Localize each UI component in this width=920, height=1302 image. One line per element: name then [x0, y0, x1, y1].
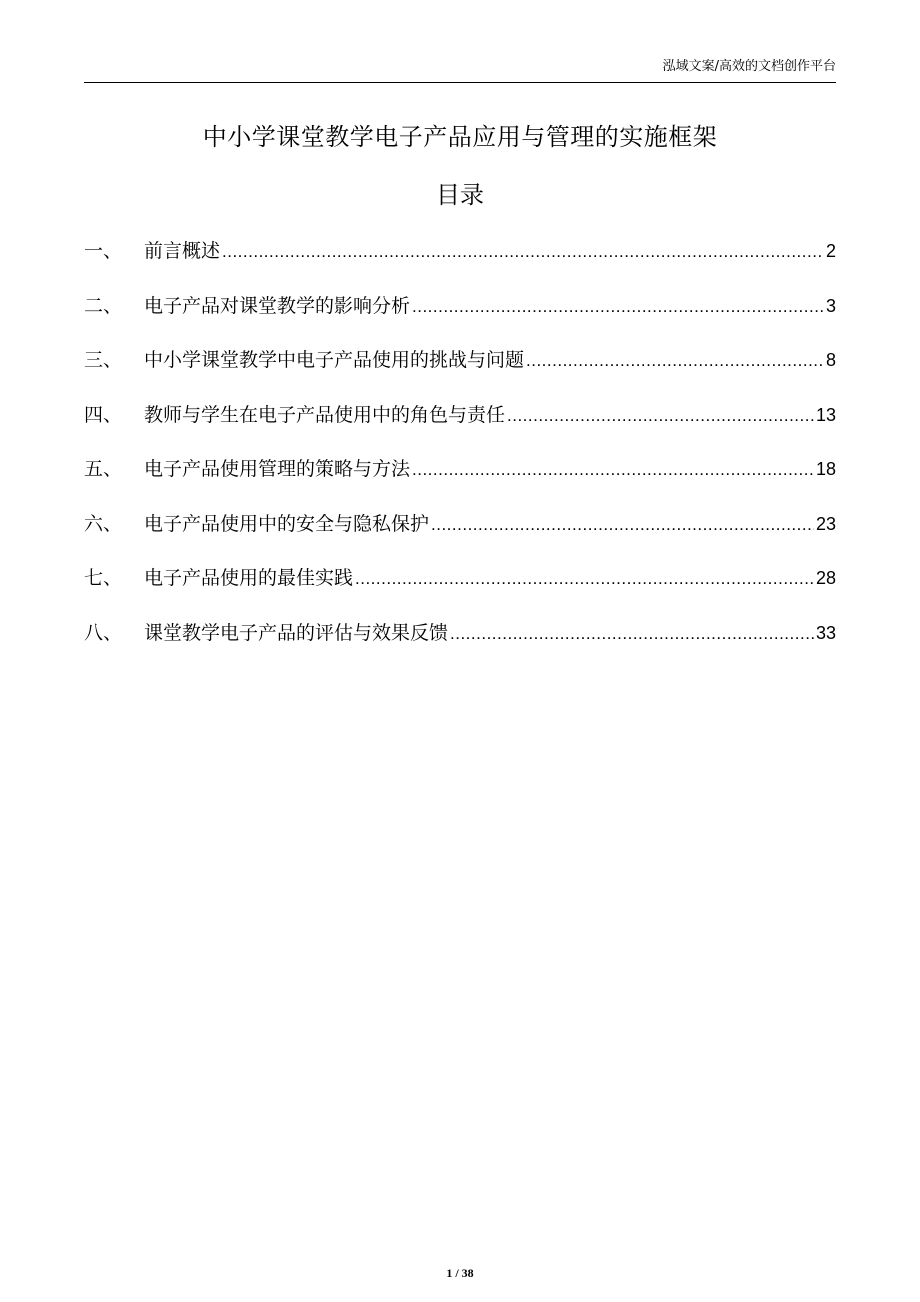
toc-entry-1[interactable] [84, 234, 836, 289]
page-indicator: 1 / 38 [446, 1266, 474, 1280]
toc-entry-7[interactable] [84, 561, 836, 616]
toc-entry-label: 电子产品对课堂教学的影响分析 [144, 294, 411, 317]
toc-entry-8[interactable] [84, 616, 836, 671]
toc-entry-number: 一、 [84, 240, 123, 262]
toc-entry-page: 18 [815, 459, 836, 479]
toc-entry-3[interactable] [84, 343, 836, 398]
toc-entry-page: 2 [825, 241, 836, 261]
toc-entry-number: 六、 [84, 512, 123, 535]
toc-entry-4[interactable] [84, 398, 836, 453]
table-of-contents [84, 234, 836, 670]
toc-entry-page: 28 [815, 568, 836, 588]
toc-entry-number: 五、 [84, 458, 123, 480]
toc-entry-label: 教师与学生在电子产品使用中的角色与责任 [144, 403, 506, 426]
toc-entry-label: 课堂教学电子产品的评估与效果反馈 [144, 621, 449, 644]
toc-title: 目录 [436, 181, 484, 209]
document-title: 中小学课堂教学电子产品应用与管理的实施框架 [202, 123, 718, 151]
toc-entry-number: 八、 [84, 621, 123, 644]
toc-entry-number: 三、 [84, 349, 123, 371]
toc-dot-leader [450, 617, 814, 651]
toc-entry-2[interactable] [84, 289, 836, 344]
toc-entry-page: 3 [825, 295, 836, 316]
toc-entry-label: 电子产品使用的最佳实践 [144, 567, 354, 589]
toc-dot-leader [412, 453, 814, 487]
toc-dot-leader [412, 290, 824, 324]
header-divider [84, 82, 836, 83]
toc-entry-page: 13 [815, 404, 836, 425]
toc-entry-label: 中小学课堂教学中电子产品使用的挑战与问题 [144, 349, 525, 371]
toc-dot-leader [355, 562, 814, 596]
toc-dot-leader [507, 399, 814, 433]
toc-dot-leader [526, 344, 824, 378]
toc-entry-page: 33 [815, 622, 836, 643]
toc-entry-page: 23 [815, 513, 836, 534]
toc-entry-number: 四、 [84, 403, 123, 426]
toc-entry-number: 二、 [84, 294, 123, 317]
toc-entry-label: 前言概述 [144, 240, 221, 262]
toc-entry-label: 电子产品使用中的安全与隐私保护 [144, 512, 430, 535]
toc-dot-leader [222, 235, 824, 269]
toc-entry-number: 七、 [84, 567, 123, 589]
toc-entry-5[interactable] [84, 452, 836, 507]
toc-entry-label: 电子产品使用管理的策略与方法 [144, 458, 411, 480]
toc-dot-leader [431, 508, 814, 542]
header-text: 泓域文案/高效的文档创作平台 [662, 59, 836, 74]
toc-entry-6[interactable] [84, 507, 836, 562]
toc-entry-page: 8 [825, 350, 836, 370]
